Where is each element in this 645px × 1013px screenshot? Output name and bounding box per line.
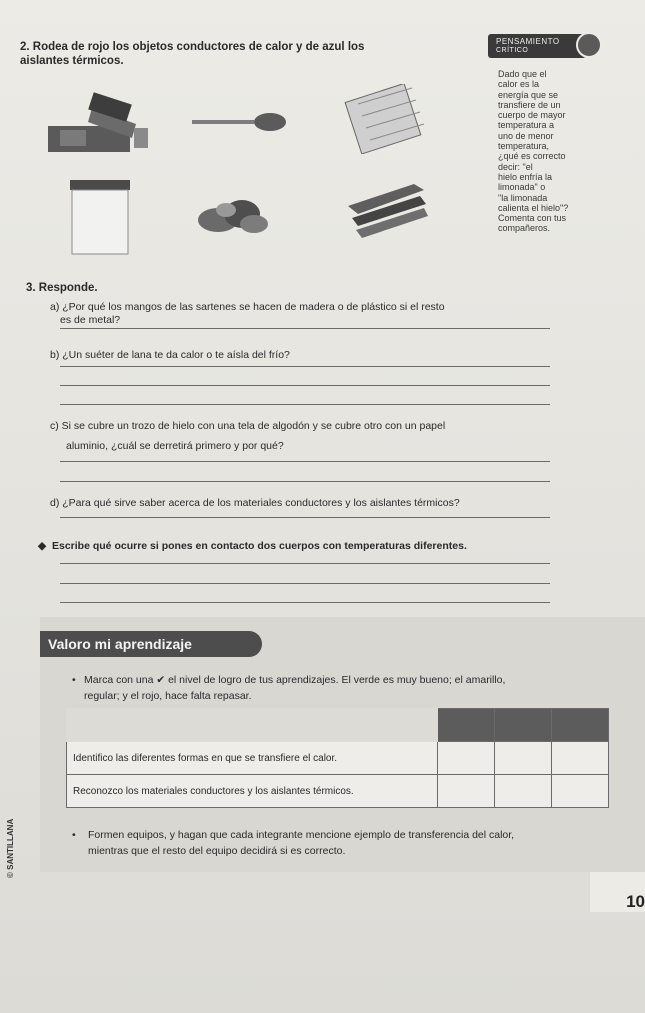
criterion-cell: Reconozco los materiales conductores y los aislantes térmicos. (67, 775, 438, 808)
badge-line1: PENSAMIENTO (496, 37, 560, 46)
check-cell-red[interactable] (552, 742, 609, 775)
answer-line[interactable] (60, 385, 550, 386)
question-3c-line2: aluminio, ¿cuál se derretirá primero y por qué? (66, 440, 284, 452)
level-red-header (552, 709, 609, 742)
sidebar-line: transfiere de un (498, 99, 561, 110)
bullet-icon: • (72, 829, 76, 841)
self-assessment-title: Valoro mi aprendizaje (40, 631, 262, 657)
coffee-grinder-illustration (40, 88, 150, 160)
copyright-notice (4, 800, 16, 880)
team-activity-line1: Formen equipos, y hagan que cada integrante mencione ejemplo de transferencia del calor, (88, 829, 515, 841)
globe-icon (576, 32, 602, 58)
question-3e-bullet: ◆ (38, 540, 47, 552)
table-row (67, 775, 609, 808)
metal-spoon-illustration (190, 110, 290, 136)
sidebar-line: ¿qué es correcto (498, 151, 566, 162)
question-2-line1: 2. Rodea de rojo los objetos conductores de calor y de azul los (20, 41, 365, 53)
sidebar-line: energía que se (498, 89, 559, 100)
sidebar-line: calor es la (498, 79, 540, 90)
sidebar-line: limonada" o (498, 182, 546, 193)
critical-thinking-text (498, 69, 628, 234)
answer-line[interactable] (60, 563, 550, 564)
answer-line[interactable] (60, 481, 550, 482)
rocks-illustration (196, 196, 272, 236)
achievement-table (66, 708, 609, 808)
page-number: 10 (590, 872, 645, 912)
critical-thinking-badge (488, 32, 600, 62)
question-3e: Escribe qué ocurre si pones en contacto dos cuerpos con temperaturas diferentes. (52, 540, 467, 552)
level-yellow-header (495, 709, 552, 742)
sidebar-line: "la limonada (498, 192, 548, 203)
sidebar-line: Dado que el (498, 69, 547, 79)
sidebar-line: temperatura, (498, 141, 550, 152)
answer-line[interactable] (60, 366, 550, 367)
sidebar-line: decir: "el (498, 161, 533, 172)
table-row (67, 742, 609, 775)
sidebar-line: Comenta con tus (498, 213, 567, 224)
sidebar-line: uno de menor (498, 130, 554, 141)
sidebar-line: compañeros. (498, 223, 551, 234)
answer-line[interactable] (60, 328, 550, 329)
table-header-blank (67, 709, 438, 742)
question-3b: b) ¿Un suéter de lana te da calor o te aísla del frío? (50, 349, 290, 361)
question-3c-line1: c) Si se cubre un trozo de hielo con una tela de algodón y se cubre otro con un papel (50, 420, 446, 432)
question-3a-line2: es de metal? (60, 314, 121, 326)
glass-jar-illustration (66, 174, 136, 256)
criterion-cell: Identifico las diferentes formas en que se transfiere el calor. (67, 742, 438, 775)
answer-line[interactable] (60, 602, 550, 603)
pot-holder-illustration (342, 84, 428, 154)
answer-line[interactable] (60, 517, 550, 518)
check-cell-green[interactable] (438, 742, 495, 775)
question-2-line2: aislantes térmicos. (20, 55, 124, 67)
question-3a-line1: a) ¿Por qué los mangos de las sartenes se hacen de madera o de plástico si el resto (50, 301, 445, 313)
self-assessment-instruction-line1: Marca con una ✔ el nivel de logro de tus aprendizajes. El verde es muy bueno; el amarillo, (84, 674, 506, 686)
sidebar-line: cuerpo de mayor (498, 110, 566, 121)
copyright-text: © SANTILLANA (6, 818, 15, 878)
answer-line[interactable] (60, 404, 550, 405)
question-3d: d) ¿Para qué sirve saber acerca de los materiales conductores y los aislantes térmicos? (50, 497, 460, 509)
check-cell-green[interactable] (438, 775, 495, 808)
badge-line2: CRÍTICO (496, 47, 529, 54)
level-green-header (438, 709, 495, 742)
self-assessment-instruction-line2: regular; y el rojo, hace falta repasar. (84, 690, 252, 702)
metal-bars-illustration (344, 176, 430, 240)
sidebar-line: temperatura a (498, 120, 555, 131)
question-2 (20, 40, 420, 68)
question-3-title: 3. Responde. (26, 282, 98, 294)
bullet-icon: • (72, 674, 76, 686)
sidebar-line: hielo enfría la (498, 171, 553, 182)
check-cell-yellow[interactable] (495, 775, 552, 808)
sidebar-line: calienta el hielo"? (498, 202, 569, 213)
team-activity-line2: mientras que el resto del equipo decidirá si es correcto. (88, 845, 346, 857)
answer-line[interactable] (60, 583, 550, 584)
answer-line[interactable] (60, 461, 550, 462)
check-cell-red[interactable] (552, 775, 609, 808)
check-cell-yellow[interactable] (495, 742, 552, 775)
